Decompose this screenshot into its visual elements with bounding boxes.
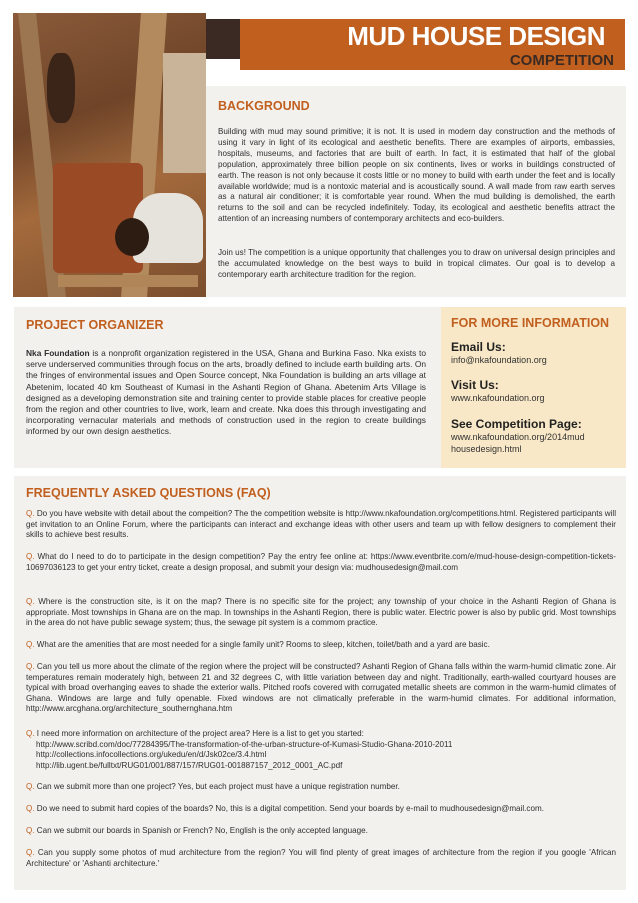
faq-text: Do we need to submit hard copies of the boards? No, this is a digital competition. Send your boards by e-mail to mudhousedesign@mail.com.: [36, 804, 544, 813]
website-link[interactable]: www.nkafoundation.org: [451, 393, 545, 403]
background-section: [206, 86, 626, 297]
page-subtitle: COMPETITION: [509, 52, 614, 69]
faq-q-marker: Q.: [26, 662, 35, 671]
organizer-text: [26, 348, 426, 438]
background-paragraph-1: Building with mud may sound primitive; it is not. It is used in modern day construction and the methods of using it vary in light of its ecological and aesthetic benefits. There are examples of airports, embassies, hospitals, museums, and factories that are built of earth. In fact, it is estimated that half of the global population, approximately three billion people on six continents, lives or works in buildings constructed of earth. The reason is not only because it costs little or no money to build with earth under the feet and is locally available worldwide; mud is a nontoxic material and is acoustically sound. A wall made from raw earth serves as a natural air conditioner; it is comfortable year round. When the mud building is demolished, the earth returns to the soil and can be recycled indefinitely. Today, its ecological and aesthetic benefits attract the attention of an increasing numbers of contemporary architects and eco-builders.: [218, 127, 615, 224]
faq-item: [26, 552, 616, 573]
competition-page-label: See Competition Page:: [451, 417, 582, 431]
mud-construction-photo: [13, 13, 206, 297]
reference-link[interactable]: http://collections.infocollections.org/ukedu/en/d/Jsk02ce/3.4.html: [36, 750, 267, 760]
competition-page-link-line-2: housedesign.html: [451, 443, 522, 454]
organizer-heading: PROJECT ORGANIZER: [26, 318, 164, 332]
faq-item: [26, 848, 616, 869]
reference-link[interactable]: http://www.scribd.com/doc/77284395/The-transformation-of-the-urban-structure-of-Kumasi-Studio-Ghana-2010-2011: [36, 739, 453, 749]
faq-text: I need more information on architecture of the project area? Here is a list to get you started:: [36, 729, 364, 738]
faq-item: [26, 662, 616, 715]
organizer-name: Nka Foundation: [26, 348, 90, 358]
faq-q-marker: Q.: [26, 640, 35, 649]
faq-text: Can we submit our boards in Spanish or French? No, English is the only accepted language.: [36, 826, 368, 835]
faq-item: [26, 509, 616, 541]
faq-item: [26, 640, 616, 651]
faq-text: Can you supply some photos of mud architecture from the region? You will find plenty of great images of architecture from the region if you google 'African Architecture' or 'Ashanti architecture.': [26, 848, 617, 868]
faq-q-marker: Q.: [26, 826, 35, 835]
competition-page-link-line-1: www.nkafoundation.org/2014mud: [451, 432, 585, 442]
faq-text: Do you have website with detail about the compeition? The the competition website is http://www.nkafoundation.org/competitions.html. Registered participants will get invitation to an Online Forum, where the participants can interact and exchange ideas with other users and team up with fellow designers to complement their skills to achieve best results.: [26, 509, 617, 540]
faq-text: Can we submit more than one project? Yes, but each project must have a unique registration number.: [36, 782, 400, 791]
background-heading: BACKGROUND: [218, 99, 310, 113]
competition-page-link[interactable]: [451, 432, 585, 455]
page-title: MUD HOUSE DESIGN: [347, 21, 605, 51]
reference-link[interactable]: http://lib.ugent.be/fulltxt/RUG01/001/887/157/RUG01-001887157_2012_0001_AC.pdf: [36, 760, 343, 770]
header-accent-block: [206, 19, 240, 59]
faq-item: [26, 729, 616, 771]
faq-text: Where is the construction site, is it on the map? There is no specific site for the project; any township of your choice in the Ashanti Region of Ghana is appropriate. Most townships in Ghana are on the map. In townships in the Ashanti Region, there is public water. Electric power is also by public grid. Most townships in the area do not have public sewage system; thus, the sewage pit system is a commom practice.: [26, 597, 617, 628]
faq-q-marker: Q.: [26, 552, 35, 561]
organizer-description: is a nonprofit organization registered in the USA, Ghana and Burkina Faso. Nka exists to serve underserved communities through focus on the arts, broadly defined to include earth building arts. On the fringes of environmental issues and Open Source concept, Nka Foundation is building an arts village at Abetenim, located 40 km Southeast of Kumasi in the Ashanti Region of Ghana. Abetenim Arts Village is designed as a developing demonstration site and training center to provide stable places for creative people from the region and other countries to live, work, learn and create. Nka does this through investigating and incorporating vernacular materials and methods of construction used in the region to create buildings informed by our own design aesthetics.: [26, 348, 426, 437]
email-link[interactable]: info@nkafoundation.org: [451, 355, 547, 365]
faq-heading: FREQUENTLY ASKED QUESTIONS (FAQ): [26, 486, 271, 500]
faq-q-marker: Q.: [26, 804, 35, 813]
faq-item: [26, 597, 616, 629]
faq-text: Can you tell us more about the climate of the region where the project will be constructed? Ashanti Region of Ghana falls within the warm-humid climatic zone. Air temperatures remain moderately high, between 21 and 32 degrees C, with little variation between day and night. Traditionally, earth-walled courtyard houses are typical with broad overhanging eaves to shade the exterior walls. Pitched roofs covered with corrugated metallic sheets are common in the warm-humid climates of Ghana. Windows are large and fully openable. Fixed windows are not climatically preferable in the warm-humid climates. For additional information, http://www.arcghana.org/architecture_southernghana.htm: [26, 662, 616, 714]
faq-item: [26, 804, 616, 815]
more-information-section: [441, 307, 626, 468]
visit-label: Visit Us:: [451, 378, 499, 392]
background-paragraph-2: Join us! The competition is a unique opportunity that challenges you to draw on universal design principles and the accumulated knowledge on the best ways to build in tropical climates. Our goal is to develop a contemporary earth architecture tradition for the region.: [218, 248, 615, 279]
faq-section: [14, 476, 626, 890]
project-organizer-section: [14, 307, 441, 468]
faq-item: [26, 782, 616, 793]
faq-q-marker: Q.: [26, 597, 35, 606]
info-heading: FOR MORE INFORMATION: [451, 316, 610, 330]
faq-text: What are the amenities that are most needed for a single family unit? Rooms to sleep, kitchen, toilet/bath and a yard are basic.: [36, 640, 490, 649]
faq-q-marker: Q.: [26, 848, 35, 857]
faq-q-marker: Q.: [26, 782, 35, 791]
faq-item: [26, 826, 616, 837]
faq-q-marker: Q.: [26, 729, 35, 738]
faq-q-marker: Q.: [26, 509, 35, 518]
email-label: Email Us:: [451, 340, 506, 354]
faq-text: What do I need to do to participate in the design competition? Pay the entry fee online at: https://www.eventbrite.com/e/mud-house-design-competition-tickets-10697036123 to get your entry ticket, create a design proposal, and submit your design via: mudhousedesign@mail.com: [26, 552, 616, 572]
